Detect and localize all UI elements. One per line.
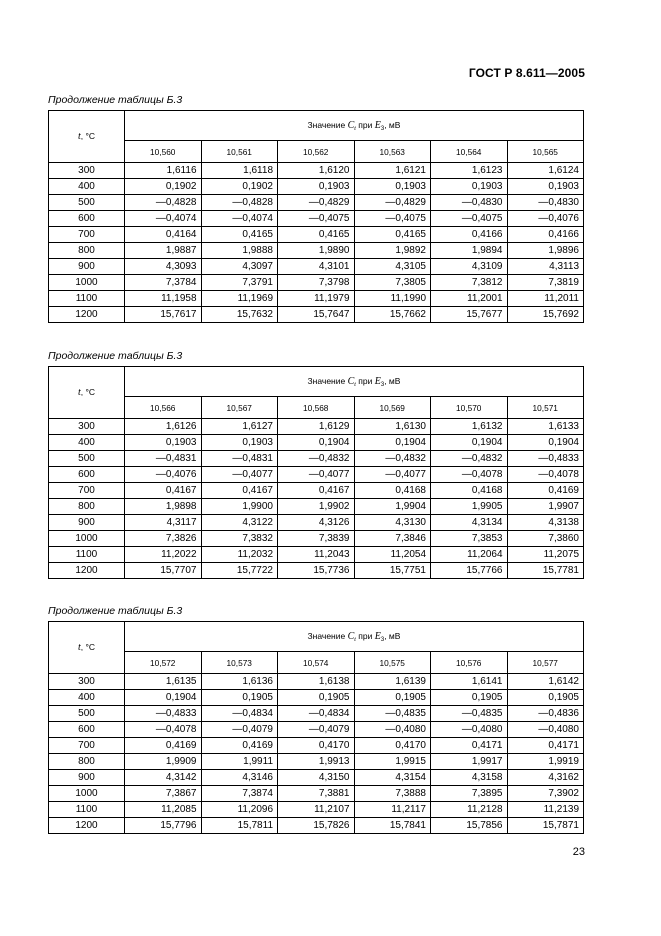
column-header: 10,563 bbox=[354, 141, 431, 163]
value-cell: 11,1969 bbox=[201, 291, 278, 307]
value-cell: 0,1903 bbox=[354, 179, 431, 195]
value-cell: —0,4078 bbox=[507, 467, 584, 483]
value-cell: 0,1902 bbox=[201, 179, 278, 195]
value-cell: 0,4168 bbox=[431, 483, 508, 499]
value-cell: 0,1905 bbox=[354, 690, 431, 706]
value-cell: 15,7647 bbox=[278, 307, 355, 323]
value-group-header: Значение $C_t$ при $E_3$, мВ bbox=[125, 622, 584, 652]
value-cell: 0,1904 bbox=[125, 690, 202, 706]
table-row bbox=[49, 802, 584, 818]
temperature-cell: 1100 bbox=[49, 802, 125, 818]
value-cell: 0,4165 bbox=[354, 227, 431, 243]
value-cell: —0,4834 bbox=[278, 706, 355, 722]
value-cell: 15,7811 bbox=[201, 818, 278, 834]
value-cell: 15,7692 bbox=[507, 307, 584, 323]
value-cell: 0,1904 bbox=[354, 435, 431, 451]
value-cell: 1,9892 bbox=[354, 243, 431, 259]
value-cell: 4,3105 bbox=[354, 259, 431, 275]
value-cell: 1,6133 bbox=[507, 419, 584, 435]
table-row bbox=[49, 563, 584, 579]
table-row bbox=[49, 770, 584, 786]
value-cell: 4,3154 bbox=[354, 770, 431, 786]
value-cell: 1,6120 bbox=[278, 163, 355, 179]
value-cell: —0,4077 bbox=[354, 467, 431, 483]
value-cell: 15,7856 bbox=[431, 818, 508, 834]
value-cell: 4,3117 bbox=[125, 515, 202, 531]
value-cell: 1,9913 bbox=[278, 754, 355, 770]
value-cell: 11,2064 bbox=[431, 547, 508, 563]
value-cell: 4,3134 bbox=[431, 515, 508, 531]
value-cell: —0,4079 bbox=[278, 722, 355, 738]
table-row bbox=[49, 307, 584, 323]
value-cell: 0,1903 bbox=[278, 179, 355, 195]
value-cell: 1,6135 bbox=[125, 674, 202, 690]
table-row bbox=[49, 706, 584, 722]
temperature-cell: 600 bbox=[49, 211, 125, 227]
table-caption: Продолжение таблицы Б.3 bbox=[48, 94, 183, 106]
temperature-cell: 900 bbox=[49, 259, 125, 275]
value-cell: —0,4833 bbox=[507, 451, 584, 467]
column-header: 10,573 bbox=[201, 652, 278, 674]
value-cell: 7,3805 bbox=[354, 275, 431, 291]
column-header: 10,570 bbox=[431, 397, 508, 419]
temperature-header: t, °C bbox=[49, 111, 125, 163]
temperature-cell: 300 bbox=[49, 419, 125, 435]
value-cell: —0,4830 bbox=[507, 195, 584, 211]
value-cell: 0,1905 bbox=[507, 690, 584, 706]
value-cell: 11,1979 bbox=[278, 291, 355, 307]
value-cell: 1,6116 bbox=[125, 163, 202, 179]
column-header: 10,569 bbox=[354, 397, 431, 419]
value-cell: 0,4167 bbox=[201, 483, 278, 499]
value-cell: 11,2117 bbox=[354, 802, 431, 818]
value-cell: 11,2139 bbox=[507, 802, 584, 818]
temperature-cell: 400 bbox=[49, 435, 125, 451]
value-cell: —0,4077 bbox=[278, 467, 355, 483]
table-caption: Продолжение таблицы Б.3 bbox=[48, 350, 183, 362]
value-cell: 7,3867 bbox=[125, 786, 202, 802]
value-cell: 4,3150 bbox=[278, 770, 355, 786]
value-cell: 0,1904 bbox=[507, 435, 584, 451]
temperature-cell: 800 bbox=[49, 243, 125, 259]
value-cell: —0,4833 bbox=[125, 706, 202, 722]
value-cell: 1,9902 bbox=[278, 499, 355, 515]
value-cell: 11,2085 bbox=[125, 802, 202, 818]
value-cell: 15,7632 bbox=[201, 307, 278, 323]
table-row bbox=[49, 467, 584, 483]
temperature-cell: 1000 bbox=[49, 275, 125, 291]
table-row bbox=[49, 722, 584, 738]
value-cell: 1,6121 bbox=[354, 163, 431, 179]
value-cell: 1,6126 bbox=[125, 419, 202, 435]
value-cell: 0,4165 bbox=[278, 227, 355, 243]
table-row bbox=[49, 259, 584, 275]
temperature-cell: 1200 bbox=[49, 563, 125, 579]
temperature-cell: 400 bbox=[49, 179, 125, 195]
value-cell: 15,7751 bbox=[354, 563, 431, 579]
document-id: ГОСТ Р 8.611—2005 bbox=[468, 66, 585, 80]
value-cell: —0,4836 bbox=[507, 706, 584, 722]
value-cell: 15,7722 bbox=[201, 563, 278, 579]
value-cell: 11,2001 bbox=[431, 291, 508, 307]
value-cell: —0,4828 bbox=[201, 195, 278, 211]
value-cell: 7,3812 bbox=[431, 275, 508, 291]
value-cell: 0,1903 bbox=[507, 179, 584, 195]
value-cell: —0,4075 bbox=[431, 211, 508, 227]
column-header: 10,564 bbox=[431, 141, 508, 163]
temperature-cell: 600 bbox=[49, 467, 125, 483]
column-header: 10,574 bbox=[278, 652, 355, 674]
value-cell: 11,2022 bbox=[125, 547, 202, 563]
temperature-cell: 400 bbox=[49, 690, 125, 706]
value-cell: 4,3138 bbox=[507, 515, 584, 531]
temperature-cell: 800 bbox=[49, 499, 125, 515]
value-cell: 11,2043 bbox=[278, 547, 355, 563]
value-cell: —0,4831 bbox=[201, 451, 278, 467]
value-cell: 0,1903 bbox=[201, 435, 278, 451]
value-cell: 1,6123 bbox=[431, 163, 508, 179]
value-cell: 4,3162 bbox=[507, 770, 584, 786]
table-row bbox=[49, 818, 584, 834]
value-cell: —0,4080 bbox=[507, 722, 584, 738]
value-cell: 7,3874 bbox=[201, 786, 278, 802]
value-cell: —0,4835 bbox=[354, 706, 431, 722]
table-row bbox=[49, 163, 584, 179]
value-cell: 0,4170 bbox=[354, 738, 431, 754]
temperature-header: t, °C bbox=[49, 367, 125, 419]
value-cell: 15,7766 bbox=[431, 563, 508, 579]
table-caption: Продолжение таблицы Б.3 bbox=[48, 605, 183, 617]
table-row bbox=[49, 690, 584, 706]
temperature-cell: 600 bbox=[49, 722, 125, 738]
value-cell: 7,3819 bbox=[507, 275, 584, 291]
value-cell: 1,9904 bbox=[354, 499, 431, 515]
value-cell: 4,3113 bbox=[507, 259, 584, 275]
column-header: 10,571 bbox=[507, 397, 584, 419]
value-cell: 15,7662 bbox=[354, 307, 431, 323]
value-cell: —0,4829 bbox=[278, 195, 355, 211]
column-header: 10,567 bbox=[201, 397, 278, 419]
value-cell: 4,3101 bbox=[278, 259, 355, 275]
column-header: 10,572 bbox=[125, 652, 202, 674]
value-cell: 11,2054 bbox=[354, 547, 431, 563]
temperature-cell: 1100 bbox=[49, 291, 125, 307]
data-table bbox=[48, 110, 584, 323]
value-cell: 1,9907 bbox=[507, 499, 584, 515]
temperature-cell: 700 bbox=[49, 227, 125, 243]
value-cell: 4,3130 bbox=[354, 515, 431, 531]
temperature-cell: 300 bbox=[49, 163, 125, 179]
temperature-cell: 500 bbox=[49, 195, 125, 211]
value-cell: 11,2096 bbox=[201, 802, 278, 818]
value-cell: 11,2011 bbox=[507, 291, 584, 307]
value-cell: 1,6129 bbox=[278, 419, 355, 435]
value-cell: 11,1990 bbox=[354, 291, 431, 307]
value-cell: 11,2107 bbox=[278, 802, 355, 818]
value-cell: 1,6130 bbox=[354, 419, 431, 435]
value-cell: 7,3846 bbox=[354, 531, 431, 547]
value-cell: 4,3097 bbox=[201, 259, 278, 275]
temperature-cell: 1200 bbox=[49, 818, 125, 834]
value-cell: 7,3784 bbox=[125, 275, 202, 291]
table-row bbox=[49, 291, 584, 307]
table-row bbox=[49, 451, 584, 467]
value-cell: 1,9911 bbox=[201, 754, 278, 770]
value-cell: 4,3122 bbox=[201, 515, 278, 531]
value-cell: 1,9887 bbox=[125, 243, 202, 259]
temperature-cell: 800 bbox=[49, 754, 125, 770]
value-cell: 4,3109 bbox=[431, 259, 508, 275]
value-cell: 1,9905 bbox=[431, 499, 508, 515]
value-cell: 7,3881 bbox=[278, 786, 355, 802]
table-row bbox=[49, 515, 584, 531]
value-cell: 1,6136 bbox=[201, 674, 278, 690]
value-cell: —0,4075 bbox=[278, 211, 355, 227]
temperature-cell: 1000 bbox=[49, 786, 125, 802]
table-row bbox=[49, 211, 584, 227]
table-row bbox=[49, 674, 584, 690]
value-group-header: Значение $C_t$ при $E_3$, мВ bbox=[125, 367, 584, 397]
value-group-header: Значение $C_t$ при $E_3$, мВ bbox=[125, 111, 584, 141]
column-header: 10,575 bbox=[354, 652, 431, 674]
value-cell: 1,9888 bbox=[201, 243, 278, 259]
value-cell: 0,1902 bbox=[125, 179, 202, 195]
value-cell: 15,7871 bbox=[507, 818, 584, 834]
table-row bbox=[49, 435, 584, 451]
value-cell: 11,2128 bbox=[431, 802, 508, 818]
column-header: 10,568 bbox=[278, 397, 355, 419]
value-cell: 4,3093 bbox=[125, 259, 202, 275]
value-cell: —0,4828 bbox=[125, 195, 202, 211]
table-row bbox=[49, 419, 584, 435]
table-row bbox=[49, 786, 584, 802]
value-cell: 7,3902 bbox=[507, 786, 584, 802]
value-cell: 1,9898 bbox=[125, 499, 202, 515]
value-cell: 7,3895 bbox=[431, 786, 508, 802]
table-row bbox=[49, 547, 584, 563]
value-cell: —0,4074 bbox=[125, 211, 202, 227]
value-cell: 0,1903 bbox=[125, 435, 202, 451]
value-cell: 0,1904 bbox=[431, 435, 508, 451]
value-cell: 1,9915 bbox=[354, 754, 431, 770]
value-cell: 7,3860 bbox=[507, 531, 584, 547]
value-cell: —0,4075 bbox=[354, 211, 431, 227]
value-cell: —0,4076 bbox=[125, 467, 202, 483]
value-cell: 0,1904 bbox=[278, 435, 355, 451]
value-cell: —0,4078 bbox=[125, 722, 202, 738]
column-header: 10,576 bbox=[431, 652, 508, 674]
value-cell: —0,4831 bbox=[125, 451, 202, 467]
value-cell: 1,9896 bbox=[507, 243, 584, 259]
value-cell: 0,4169 bbox=[507, 483, 584, 499]
table-row bbox=[49, 195, 584, 211]
column-header: 10,560 bbox=[125, 141, 202, 163]
value-cell: —0,4077 bbox=[201, 467, 278, 483]
value-cell: 7,3888 bbox=[354, 786, 431, 802]
value-cell: 15,7617 bbox=[125, 307, 202, 323]
data-table bbox=[48, 621, 584, 834]
value-cell: —0,4830 bbox=[431, 195, 508, 211]
table-row bbox=[49, 499, 584, 515]
column-header: 10,561 bbox=[201, 141, 278, 163]
value-cell: 7,3832 bbox=[201, 531, 278, 547]
value-cell: 7,3826 bbox=[125, 531, 202, 547]
value-cell: —0,4832 bbox=[354, 451, 431, 467]
temperature-cell: 700 bbox=[49, 483, 125, 499]
value-cell: 0,4170 bbox=[278, 738, 355, 754]
temperature-header: t, °C bbox=[49, 622, 125, 674]
value-cell: 15,7707 bbox=[125, 563, 202, 579]
value-cell: 4,3126 bbox=[278, 515, 355, 531]
value-cell: —0,4834 bbox=[201, 706, 278, 722]
table-row bbox=[49, 483, 584, 499]
value-cell: 1,6124 bbox=[507, 163, 584, 179]
value-cell: 1,6139 bbox=[354, 674, 431, 690]
value-cell: 0,1905 bbox=[201, 690, 278, 706]
value-cell: 15,7796 bbox=[125, 818, 202, 834]
value-cell: 15,7781 bbox=[507, 563, 584, 579]
temperature-cell: 900 bbox=[49, 515, 125, 531]
value-cell: —0,4835 bbox=[431, 706, 508, 722]
value-cell: 0,1903 bbox=[431, 179, 508, 195]
value-cell: 1,6142 bbox=[507, 674, 584, 690]
temperature-cell: 900 bbox=[49, 770, 125, 786]
value-cell: 0,4165 bbox=[201, 227, 278, 243]
value-cell: —0,4080 bbox=[431, 722, 508, 738]
value-cell: 0,1905 bbox=[431, 690, 508, 706]
value-cell: 7,3853 bbox=[431, 531, 508, 547]
value-cell: 11,2075 bbox=[507, 547, 584, 563]
value-cell: 15,7826 bbox=[278, 818, 355, 834]
value-cell: 1,9890 bbox=[278, 243, 355, 259]
value-cell: 1,6141 bbox=[431, 674, 508, 690]
table-row bbox=[49, 738, 584, 754]
value-cell: 4,3146 bbox=[201, 770, 278, 786]
value-cell: 15,7736 bbox=[278, 563, 355, 579]
column-header: 10,562 bbox=[278, 141, 355, 163]
value-cell: 15,7841 bbox=[354, 818, 431, 834]
value-cell: 0,4168 bbox=[354, 483, 431, 499]
value-cell: 0,1905 bbox=[278, 690, 355, 706]
value-cell: 15,7677 bbox=[431, 307, 508, 323]
value-cell: 11,2032 bbox=[201, 547, 278, 563]
temperature-cell: 1000 bbox=[49, 531, 125, 547]
column-header: 10,565 bbox=[507, 141, 584, 163]
temperature-cell: 300 bbox=[49, 674, 125, 690]
column-header: 10,577 bbox=[507, 652, 584, 674]
value-cell: 1,9900 bbox=[201, 499, 278, 515]
column-header: 10,566 bbox=[125, 397, 202, 419]
data-table bbox=[48, 366, 584, 579]
value-cell: 11,1958 bbox=[125, 291, 202, 307]
value-cell: —0,4079 bbox=[201, 722, 278, 738]
value-cell: —0,4832 bbox=[278, 451, 355, 467]
value-cell: 4,3158 bbox=[431, 770, 508, 786]
temperature-cell: 1100 bbox=[49, 547, 125, 563]
value-cell: —0,4076 bbox=[507, 211, 584, 227]
temperature-cell: 500 bbox=[49, 706, 125, 722]
value-cell: 0,4166 bbox=[507, 227, 584, 243]
value-cell: 1,6118 bbox=[201, 163, 278, 179]
value-cell: 0,4171 bbox=[507, 738, 584, 754]
value-cell: 1,6127 bbox=[201, 419, 278, 435]
table-row bbox=[49, 275, 584, 291]
temperature-cell: 1200 bbox=[49, 307, 125, 323]
table-row bbox=[49, 531, 584, 547]
value-cell: 7,3798 bbox=[278, 275, 355, 291]
value-cell: 1,9909 bbox=[125, 754, 202, 770]
value-cell: 0,4169 bbox=[201, 738, 278, 754]
value-cell: —0,4832 bbox=[431, 451, 508, 467]
value-cell: —0,4078 bbox=[431, 467, 508, 483]
value-cell: 1,9917 bbox=[431, 754, 508, 770]
value-cell: —0,4080 bbox=[354, 722, 431, 738]
value-cell: —0,4829 bbox=[354, 195, 431, 211]
value-cell: 1,9919 bbox=[507, 754, 584, 770]
page-number: 23 bbox=[572, 846, 585, 858]
value-cell: 1,6132 bbox=[431, 419, 508, 435]
value-cell: 7,3839 bbox=[278, 531, 355, 547]
value-cell: 0,4166 bbox=[431, 227, 508, 243]
value-cell: 1,6138 bbox=[278, 674, 355, 690]
table-row bbox=[49, 243, 584, 259]
table-row bbox=[49, 754, 584, 770]
value-cell: 7,3791 bbox=[201, 275, 278, 291]
value-cell: 0,4164 bbox=[125, 227, 202, 243]
temperature-cell: 500 bbox=[49, 451, 125, 467]
value-cell: 0,4167 bbox=[125, 483, 202, 499]
table-row bbox=[49, 179, 584, 195]
value-cell: 0,4167 bbox=[278, 483, 355, 499]
value-cell: 0,4171 bbox=[431, 738, 508, 754]
table-row bbox=[49, 227, 584, 243]
value-cell: 4,3142 bbox=[125, 770, 202, 786]
value-cell: —0,4074 bbox=[201, 211, 278, 227]
value-cell: 0,4169 bbox=[125, 738, 202, 754]
value-cell: 1,9894 bbox=[431, 243, 508, 259]
temperature-cell: 700 bbox=[49, 738, 125, 754]
